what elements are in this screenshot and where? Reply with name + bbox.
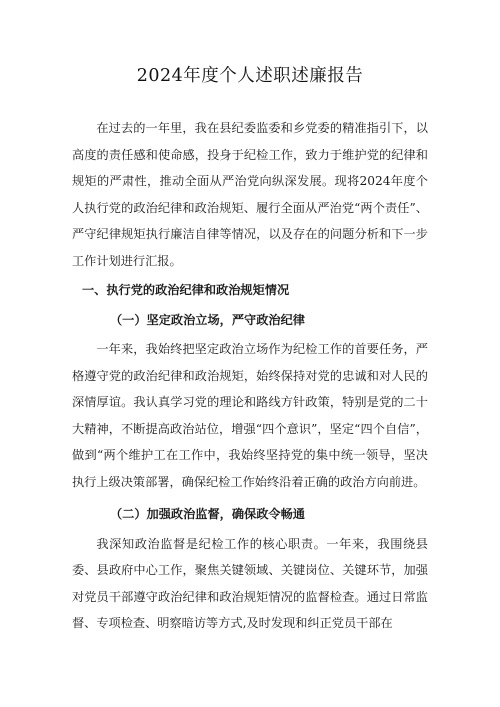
document-title: 2024年度个人述职述廉报告 <box>136 66 364 86</box>
subsection-paragraph-2: 我深知政治监督是纪检工作的核心职责。一年来，我围绕县委、县政府中心工作，聚焦关键领域、关键岗位、关键环节，加强对党员干部遵守政治纪律和政治规矩情况的监督检查。通过日常监督、专项检查、明察暗访等方式,及时发现和纠正党员干部在 <box>72 536 428 630</box>
intro-paragraph: 在过去的一年里，我在县纪委监委和乡党委的精准指引下，以高度的责任感和使命感，投身于纪检工作，致力于维护党的纪律和规矩的严肃性，推动全面从严治党向纵深发展。现将2024年度个人执行党的政治纪律和政治规矩、履行全面从严治党“两个责任”、严守纪律规矩执行廉洁自律等情况，以及存在的问题分析和下一步工作计划进行汇报。 <box>72 121 428 268</box>
subsection-paragraph-1: 一年来，我始终把坚定政治立场作为纪检工作的首要任务，严格遵守党的政治纪律和政治规矩，始终保持对党的忠诚和对人民的深情厚谊。我认真学习党的理论和路线方针政策，特别是党的二十大精神，不断提高政治站位，增强“四个意识”，坚定“四个自信”，做到“两个维护工在工作中，我始终坚持党的集中统一领导，坚决执行上级决策部署，确保纪检工作始终沿着正确的政治方向前进。 <box>72 342 428 489</box>
section-heading-1: 一、执行党的政治纪律和政治规矩情况 <box>82 283 290 297</box>
subsection-heading-2: （二）加强政治监督，确保政令畅通 <box>110 507 305 521</box>
document-body <box>72 115 428 637</box>
subsection-heading-1: （一）坚定政治立场，严守政治纪律 <box>110 312 305 327</box>
